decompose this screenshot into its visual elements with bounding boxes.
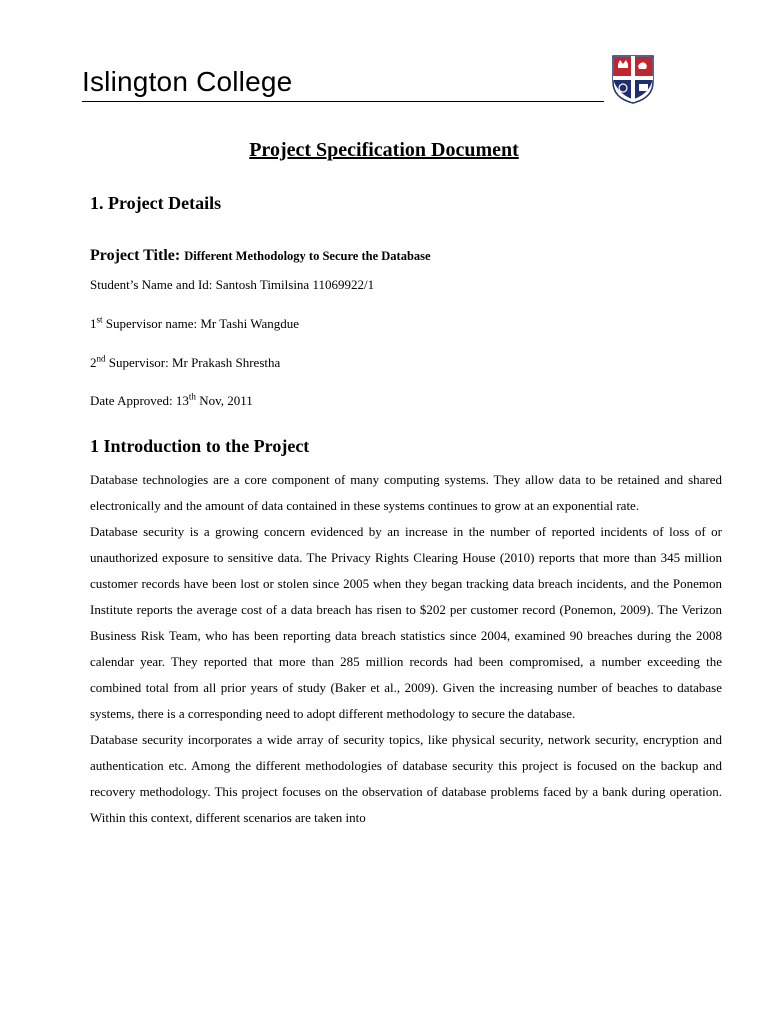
project-title-line xyxy=(90,247,431,265)
section-heading-project-details: 1. Project Details xyxy=(90,193,222,213)
student-name-id: Student’s Name and Id: Santosh Timilsina 11069922/1 xyxy=(90,277,375,292)
second-supervisor-text: Supervisor: Mr Prakash Shrestha xyxy=(105,355,281,370)
document-title: Project Specification Document xyxy=(249,139,519,161)
paragraph: Database technologies are a core component of many computing systems. They allow data to be retained and shared electronically and the amount of data contained in these systems continues to grow at an exponential rate. xyxy=(90,472,722,513)
college-name: Islington College xyxy=(82,66,293,97)
second-supervisor xyxy=(90,355,280,371)
introduction-body xyxy=(90,467,722,831)
project-title-colon: : xyxy=(174,247,185,264)
header-rule xyxy=(82,101,604,102)
section-heading-introduction: 1 Introduction to the Project xyxy=(90,436,310,456)
date-approved-prefix: Date Approved: 13 xyxy=(90,393,189,408)
first-supervisor xyxy=(90,316,299,332)
project-title-label: Project Title xyxy=(90,247,175,264)
paragraph: Database security incorporates a wide array of security topics, like physical security, network security, encryption and authentication etc. Among the different methodologies of database security this project is focused on the backup and recovery methodology. This project focuses on the observation of database problems faced by a bank during operation. Within this context, different scenarios are taken into xyxy=(90,732,722,825)
date-approved-rest: Nov, 2011 xyxy=(195,393,253,408)
first-supervisor-text: Supervisor name: Mr Tashi Wangdue xyxy=(102,316,300,331)
date-approved-suffix: th xyxy=(188,391,196,402)
project-title-value: Different Methodology to Secure the Database xyxy=(184,249,431,263)
first-supervisor-suffix: st xyxy=(96,314,103,325)
second-supervisor-suffix: nd xyxy=(96,353,106,364)
date-approved xyxy=(90,393,253,409)
paragraph: Database security is a growing concern evidenced by an increase in the number of reported incidents of loss of or unauthorized exposure to sensitive data. The Privacy Rights Clearing House (2010) reports that more than 345 million customer records have been lost or stolen since 2005 when they began tracking data breach incidents, and the Ponemon Institute reports the average cost of a data breach has risen to $202 per customer record (Ponemon, 2009). The Verizon Business Risk Team, who has been reporting data breach statistics since 2004, examined 90 breaches during the 2008 calendar year. They reported that more than 285 million records had been compromised, a number exceeding the combined total from all prior years of study (Baker et al., 2009). Given the increasing number of beaches to database systems, there is a corresponding need to adopt different methodology to secure the database. xyxy=(90,524,722,721)
college-crest-icon xyxy=(611,54,655,104)
second-supervisor-num: 2 xyxy=(90,355,97,370)
first-supervisor-num: 1 xyxy=(90,316,97,331)
